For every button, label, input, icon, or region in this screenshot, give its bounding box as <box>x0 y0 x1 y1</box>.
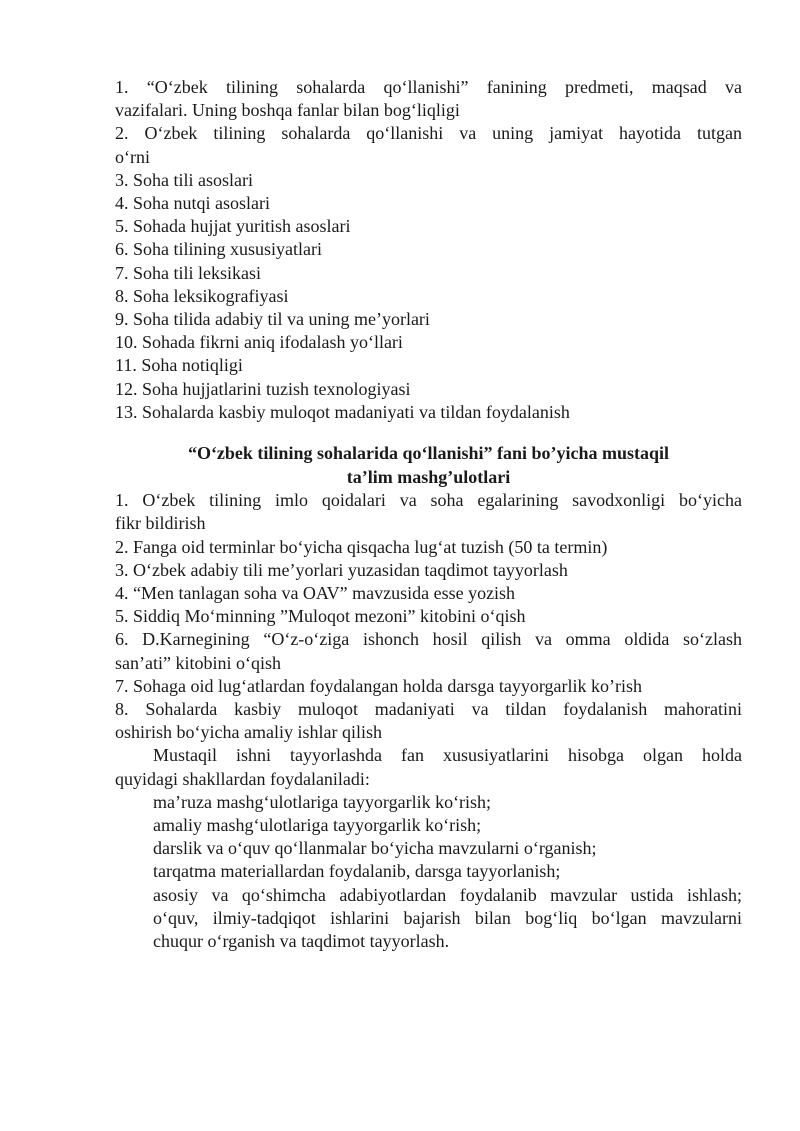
list-item: 3. Soha tili asoslari <box>115 169 253 190</box>
list-item: o‘quv, ilmiy-tadqiqot ishlarini bajarish bilan bog‘liq bo‘lgan mavzularni <box>153 907 742 928</box>
section-heading-line: “O‘zbek tilining sohalarida qo‘llanishi” fani bo’yicha mustaqil <box>187 443 670 464</box>
list-item: asosiy va qo‘shimcha adabiyotlardan foydalanib mavzular ustida ishlash; <box>153 884 742 905</box>
list-item: 3. O‘zbek adabiy tili me’yorlari yuzasidan taqdimot tayyorlash <box>115 559 568 580</box>
list-item: 2. O‘zbek tilining sohalarda qo‘llanishi va uning jamiyat hayotida tutgan <box>115 123 742 144</box>
list-item: 12. Soha hujjatlarini tuzish texnologiyasi <box>115 378 411 399</box>
intro-paragraph <box>115 744 742 790</box>
list-item: 2. Fanga oid terminlar bo‘yicha qisqacha lug‘at tuzish (50 ta termin) <box>115 536 608 557</box>
list-item: darslik va o‘quv qo‘llanmalar bo‘yicha mavzularni o‘rganish; <box>153 838 597 859</box>
list-item: 7. Soha tili leksikasi <box>115 262 261 283</box>
list-item: 5. Sohada hujjat yuritish asoslari <box>115 216 351 237</box>
list-item-continuation: vazifalari. Uning boshqa fanlar bilan bog‘liqligi <box>115 100 460 121</box>
section-heading <box>115 442 742 489</box>
list-item: 10. Sohada fikrni aniq ifodalash yo‘llari <box>115 332 403 353</box>
tasks-list <box>115 489 742 744</box>
list-item: 1. “O‘zbek tilining sohalarda qo‘llanishi” fanining predmeti, maqsad va <box>115 77 742 97</box>
list-item: 11. Soha notiqligi <box>115 355 243 376</box>
list-item: amaliy mashg‘ulotlariga tayyorgarlik ko‘rish; <box>153 815 482 836</box>
list-item: 5. Siddiq Mo‘minning ”Muloqot mezoni” kitobini o‘qish <box>115 606 526 627</box>
document-page <box>115 76 742 953</box>
list-item: 8. Sohalarda kasbiy muloqot madaniyati va tildan foydalanish mahoratini <box>115 699 742 720</box>
list-item-continuation: san’ati” kitobini o‘qish <box>115 652 281 673</box>
list-item: 4. “Men tanlagan soha va OAV” mavzusida esse yozish <box>115 583 516 604</box>
list-item: 8. Soha leksikografiyasi <box>115 285 289 306</box>
list-item: 6. Soha tilining xususiyatlari <box>115 239 322 260</box>
list-item: tarqatma materiallardan foydalanib, darsga tayyorlanish; <box>153 861 561 882</box>
list-item: 7. Sohaga oid lug‘atlardan foydalangan holda darsga tayyorgarlik ko’rish <box>115 675 643 696</box>
paragraph-line: Mustaqil ishni tayyorlashda fan xususiyatlarini hisobga olgan holda <box>153 745 742 766</box>
section-heading-line: ta’lim mashg’ulotlari <box>346 466 511 487</box>
list-item: 13. Sohalarda kasbiy muloqot madaniyati va tildan foydalanish <box>115 401 570 422</box>
list-item-continuation: fikr bildirish <box>115 513 206 534</box>
list-item: 9. Soha tilida adabiy til va uning me’yorlari <box>115 309 430 330</box>
list-item-continuation: chuqur o‘rganish va taqdimot tayyorlash. <box>153 931 450 952</box>
topics-list <box>115 76 742 424</box>
list-item-continuation: o‘rni <box>115 146 150 167</box>
list-item: 6. D.Karnegining “O‘z-o‘ziga ishonch hosil qilish va omma oldida so‘zlash <box>115 629 742 650</box>
list-item: 1. O‘zbek tilining imlo qoidalari va soha egalarining savodxonligi bo‘yicha <box>115 490 742 511</box>
paragraph-line: quyidagi shakllardan foydalaniladi: <box>115 768 370 789</box>
forms-list <box>115 791 742 953</box>
list-item: ma’ruza mashg‘ulotlariga tayyorgarlik ko‘rish; <box>153 791 492 812</box>
list-item: 4. Soha nutqi asoslari <box>115 193 270 214</box>
list-item-continuation: oshirish bo‘yicha amaliy ishlar qilish <box>115 722 382 743</box>
